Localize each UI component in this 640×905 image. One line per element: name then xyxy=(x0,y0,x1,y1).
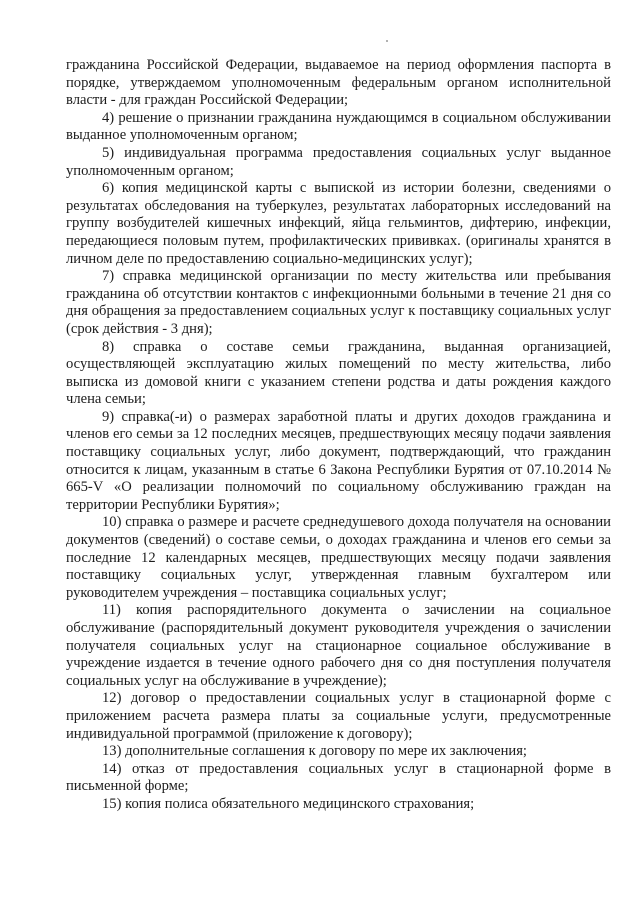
paragraph-item-6: 6) копия медицинской карты с выпиской из истории болезни, сведениями о результатах обследования на туберкулез, результатах лабораторных исследований на группу возбудителей кишечных инфекций, яйца гельминтов, дифтерию, инфекции, передающиеся половым путем, профилактических прививках. (оригиналы хранятся в личном деле по предоставлению социально-медицинских услуг); xyxy=(66,180,611,267)
paragraph-item-13: 13) дополнительные соглашения к договору по мере их заключения; xyxy=(102,743,527,760)
paragraph-item-7: 7) справка медицинской организации по месту жительства или пребывания гражданина об отсутствии контактов с инфекционными больными в течение 21 дня со дня обращения за предоставлением социальных услуг к поставщику социальных услуг (срок действия - 3 дня); xyxy=(66,268,611,337)
paragraph-item-8: 8) справка о составе семьи гражданина, выданная организацией, осуществляющей эксплуатацию жилых помещений по месту жительства, либо выписка из домовой книги с указанием степени родства и даты рождения каждого члена семьи; xyxy=(66,338,611,408)
paragraph-item-14: 14) отказ от предоставления социальных услуг в стационарной форме в письменной форме; xyxy=(66,760,611,795)
paragraph-item-10: 10) справка о размере и расчете среднедушевого дохода получателя на основании документов (сведений) о составе семьи, о доходах гражданина и членов его семьи за последние 12 календарных месяцев, предшествующих месяцу подачи заявления поставщику социальных услуг, утвержденная главным бухгалтером или руководителем учреждения – поставщика социальных услуг; xyxy=(66,514,611,601)
paragraph-item-9: 9) справка(-и) о размерах заработной платы и других доходов гражданина и членов его семьи за 12 последних месяцев, предшествующих месяцу подачи заявления поставщику социальных услуг, либо документ, подтверждающий, что гражданин относится к лицам, указанным в статье 6 Закона Республики Бурятия от 07.10.2014 № 665-V «О реализации полномочий по социальному обслуживанию граждан на территории Республики Бурятия»; xyxy=(66,408,611,513)
paragraph-item-5: 5) индивидуальная программа предоставления социальных услуг выданное уполномоченным органом; xyxy=(66,144,611,179)
document-body xyxy=(66,57,611,814)
paragraph-continuation: гражданина Российской Федерации, выдаваемое на период оформления паспорта в порядке, утверждаемом уполномоченным федеральным органом исполнительной власти - для граждан Российской Федерации; xyxy=(66,57,611,109)
paragraph-item-4: 4) решение о признании гражданина нуждающимся в социальном обслуживании выданное уполномоченным органом; xyxy=(66,109,611,144)
scan-speck xyxy=(386,40,388,42)
paragraph-item-15: 15) копия полиса обязательного медицинского страхования; xyxy=(102,795,475,812)
paragraph-item-12: 12) договор о предоставлении социальных услуг в стационарной форме с приложением расчета размера платы за социальные услуги, предусмотренные индивидуальной программой (приложение к договору); xyxy=(66,690,611,742)
paragraph-item-11: 11) копия распорядительного документа о зачислении на социальное обслуживание (распорядительный документ руководителя учреждения о зачислении получателя социальных услуг на стационарное социальное обслуживание в учреждение издается в течение одного рабочего дня со дня поступления получателя социальных услуг на обслуживание в учреждение); xyxy=(66,602,611,689)
